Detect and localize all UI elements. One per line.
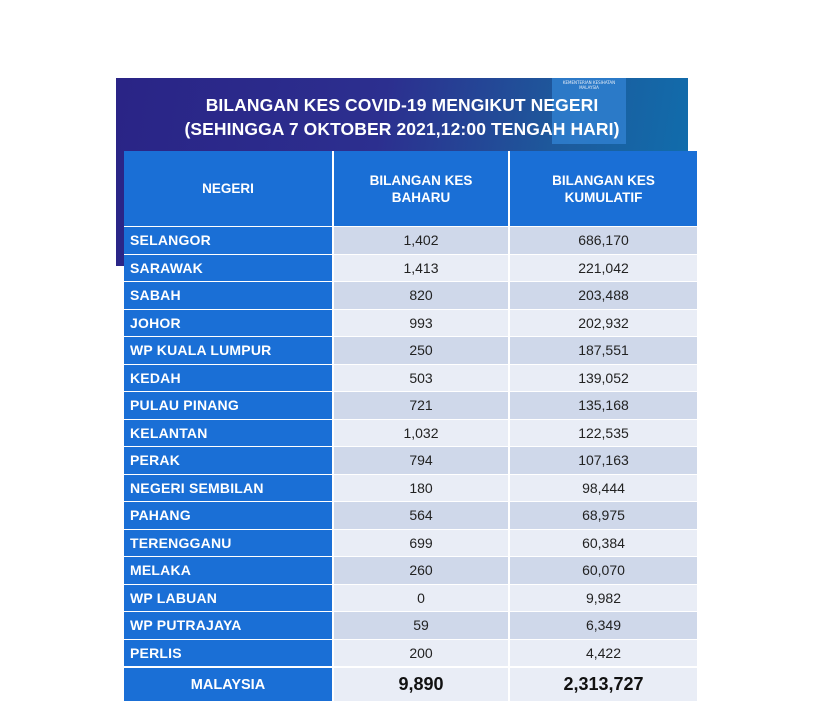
table-row <box>124 309 697 337</box>
new-cases-cell: 250 <box>334 336 510 364</box>
new-cases-cell: 260 <box>334 556 510 584</box>
state-cell: PERAK <box>124 446 334 474</box>
table-row <box>124 364 697 392</box>
new-cases-cell: 721 <box>334 391 510 419</box>
covid-cases-table <box>124 151 697 701</box>
state-cell: WP PUTRAJAYA <box>124 611 334 639</box>
state-cell: PULAU PINANG <box>124 391 334 419</box>
header-cumulative: BILANGAN KES KUMULATIF <box>510 151 697 226</box>
total-new: 9,890 <box>334 666 510 701</box>
table-row <box>124 281 697 309</box>
new-cases-cell: 180 <box>334 474 510 502</box>
new-cases-cell: 59 <box>334 611 510 639</box>
cumulative-cell: 68,975 <box>510 501 697 529</box>
state-cell: WP KUALA LUMPUR <box>124 336 334 364</box>
title-line-1: BILANGAN KES COVID-19 MENGIKUT NEGERI <box>205 95 599 115</box>
new-cases-cell: 564 <box>334 501 510 529</box>
state-cell: PERLIS <box>124 639 334 667</box>
state-cell: SARAWAK <box>124 254 334 282</box>
cumulative-cell: 122,535 <box>510 419 697 447</box>
table-row <box>124 584 697 612</box>
table-row <box>124 611 697 639</box>
table-row <box>124 226 697 254</box>
title-line-2: (SEHINGGA 7 OKTOBER 2021,12:00 TENGAH HARI) <box>184 119 620 139</box>
new-cases-cell: 820 <box>334 281 510 309</box>
ministry-logo-text: KEMENTERIAN KESIHATAN MALAYSIA <box>562 80 616 90</box>
new-cases-cell: 699 <box>334 529 510 557</box>
new-cases-cell: 200 <box>334 639 510 667</box>
cumulative-cell: 187,551 <box>510 336 697 364</box>
header-state: NEGERI <box>124 151 334 226</box>
table-row <box>124 419 697 447</box>
table-row <box>124 501 697 529</box>
cumulative-cell: 98,444 <box>510 474 697 502</box>
new-cases-cell: 1,413 <box>334 254 510 282</box>
state-cell: NEGERI SEMBILAN <box>124 474 334 502</box>
state-cell: SABAH <box>124 281 334 309</box>
cumulative-cell: 202,932 <box>510 309 697 337</box>
cumulative-cell: 4,422 <box>510 639 697 667</box>
state-cell: WP LABUAN <box>124 584 334 612</box>
state-cell: MELAKA <box>124 556 334 584</box>
new-cases-cell: 503 <box>334 364 510 392</box>
table-row <box>124 474 697 502</box>
cumulative-cell: 9,982 <box>510 584 697 612</box>
state-cell: JOHOR <box>124 309 334 337</box>
total-cumulative: 2,313,727 <box>510 666 697 701</box>
state-cell: KELANTAN <box>124 419 334 447</box>
state-cell: KEDAH <box>124 364 334 392</box>
cumulative-cell: 60,070 <box>510 556 697 584</box>
cumulative-cell: 107,163 <box>510 446 697 474</box>
cumulative-cell: 60,384 <box>510 529 697 557</box>
table-row <box>124 391 697 419</box>
state-cell: SELANGOR <box>124 226 334 254</box>
new-cases-cell: 1,032 <box>334 419 510 447</box>
cumulative-cell: 139,052 <box>510 364 697 392</box>
new-cases-cell: 1,402 <box>334 226 510 254</box>
table-total-row <box>124 666 697 701</box>
new-cases-cell: 993 <box>334 309 510 337</box>
table-row <box>124 254 697 282</box>
page-title <box>116 93 688 141</box>
cumulative-cell: 203,488 <box>510 281 697 309</box>
cumulative-cell: 6,349 <box>510 611 697 639</box>
header-new-cases: BILANGAN KES BAHARU <box>334 151 510 226</box>
new-cases-cell: 0 <box>334 584 510 612</box>
new-cases-cell: 794 <box>334 446 510 474</box>
cumulative-cell: 686,170 <box>510 226 697 254</box>
table-header-row <box>124 151 697 226</box>
cumulative-cell: 135,168 <box>510 391 697 419</box>
cumulative-cell: 221,042 <box>510 254 697 282</box>
total-state: MALAYSIA <box>124 666 334 701</box>
table-body <box>124 226 697 666</box>
table-row <box>124 446 697 474</box>
state-cell: TERENGGANU <box>124 529 334 557</box>
table-row <box>124 529 697 557</box>
table-row <box>124 556 697 584</box>
state-cell: PAHANG <box>124 501 334 529</box>
table-row <box>124 336 697 364</box>
table-row <box>124 639 697 667</box>
